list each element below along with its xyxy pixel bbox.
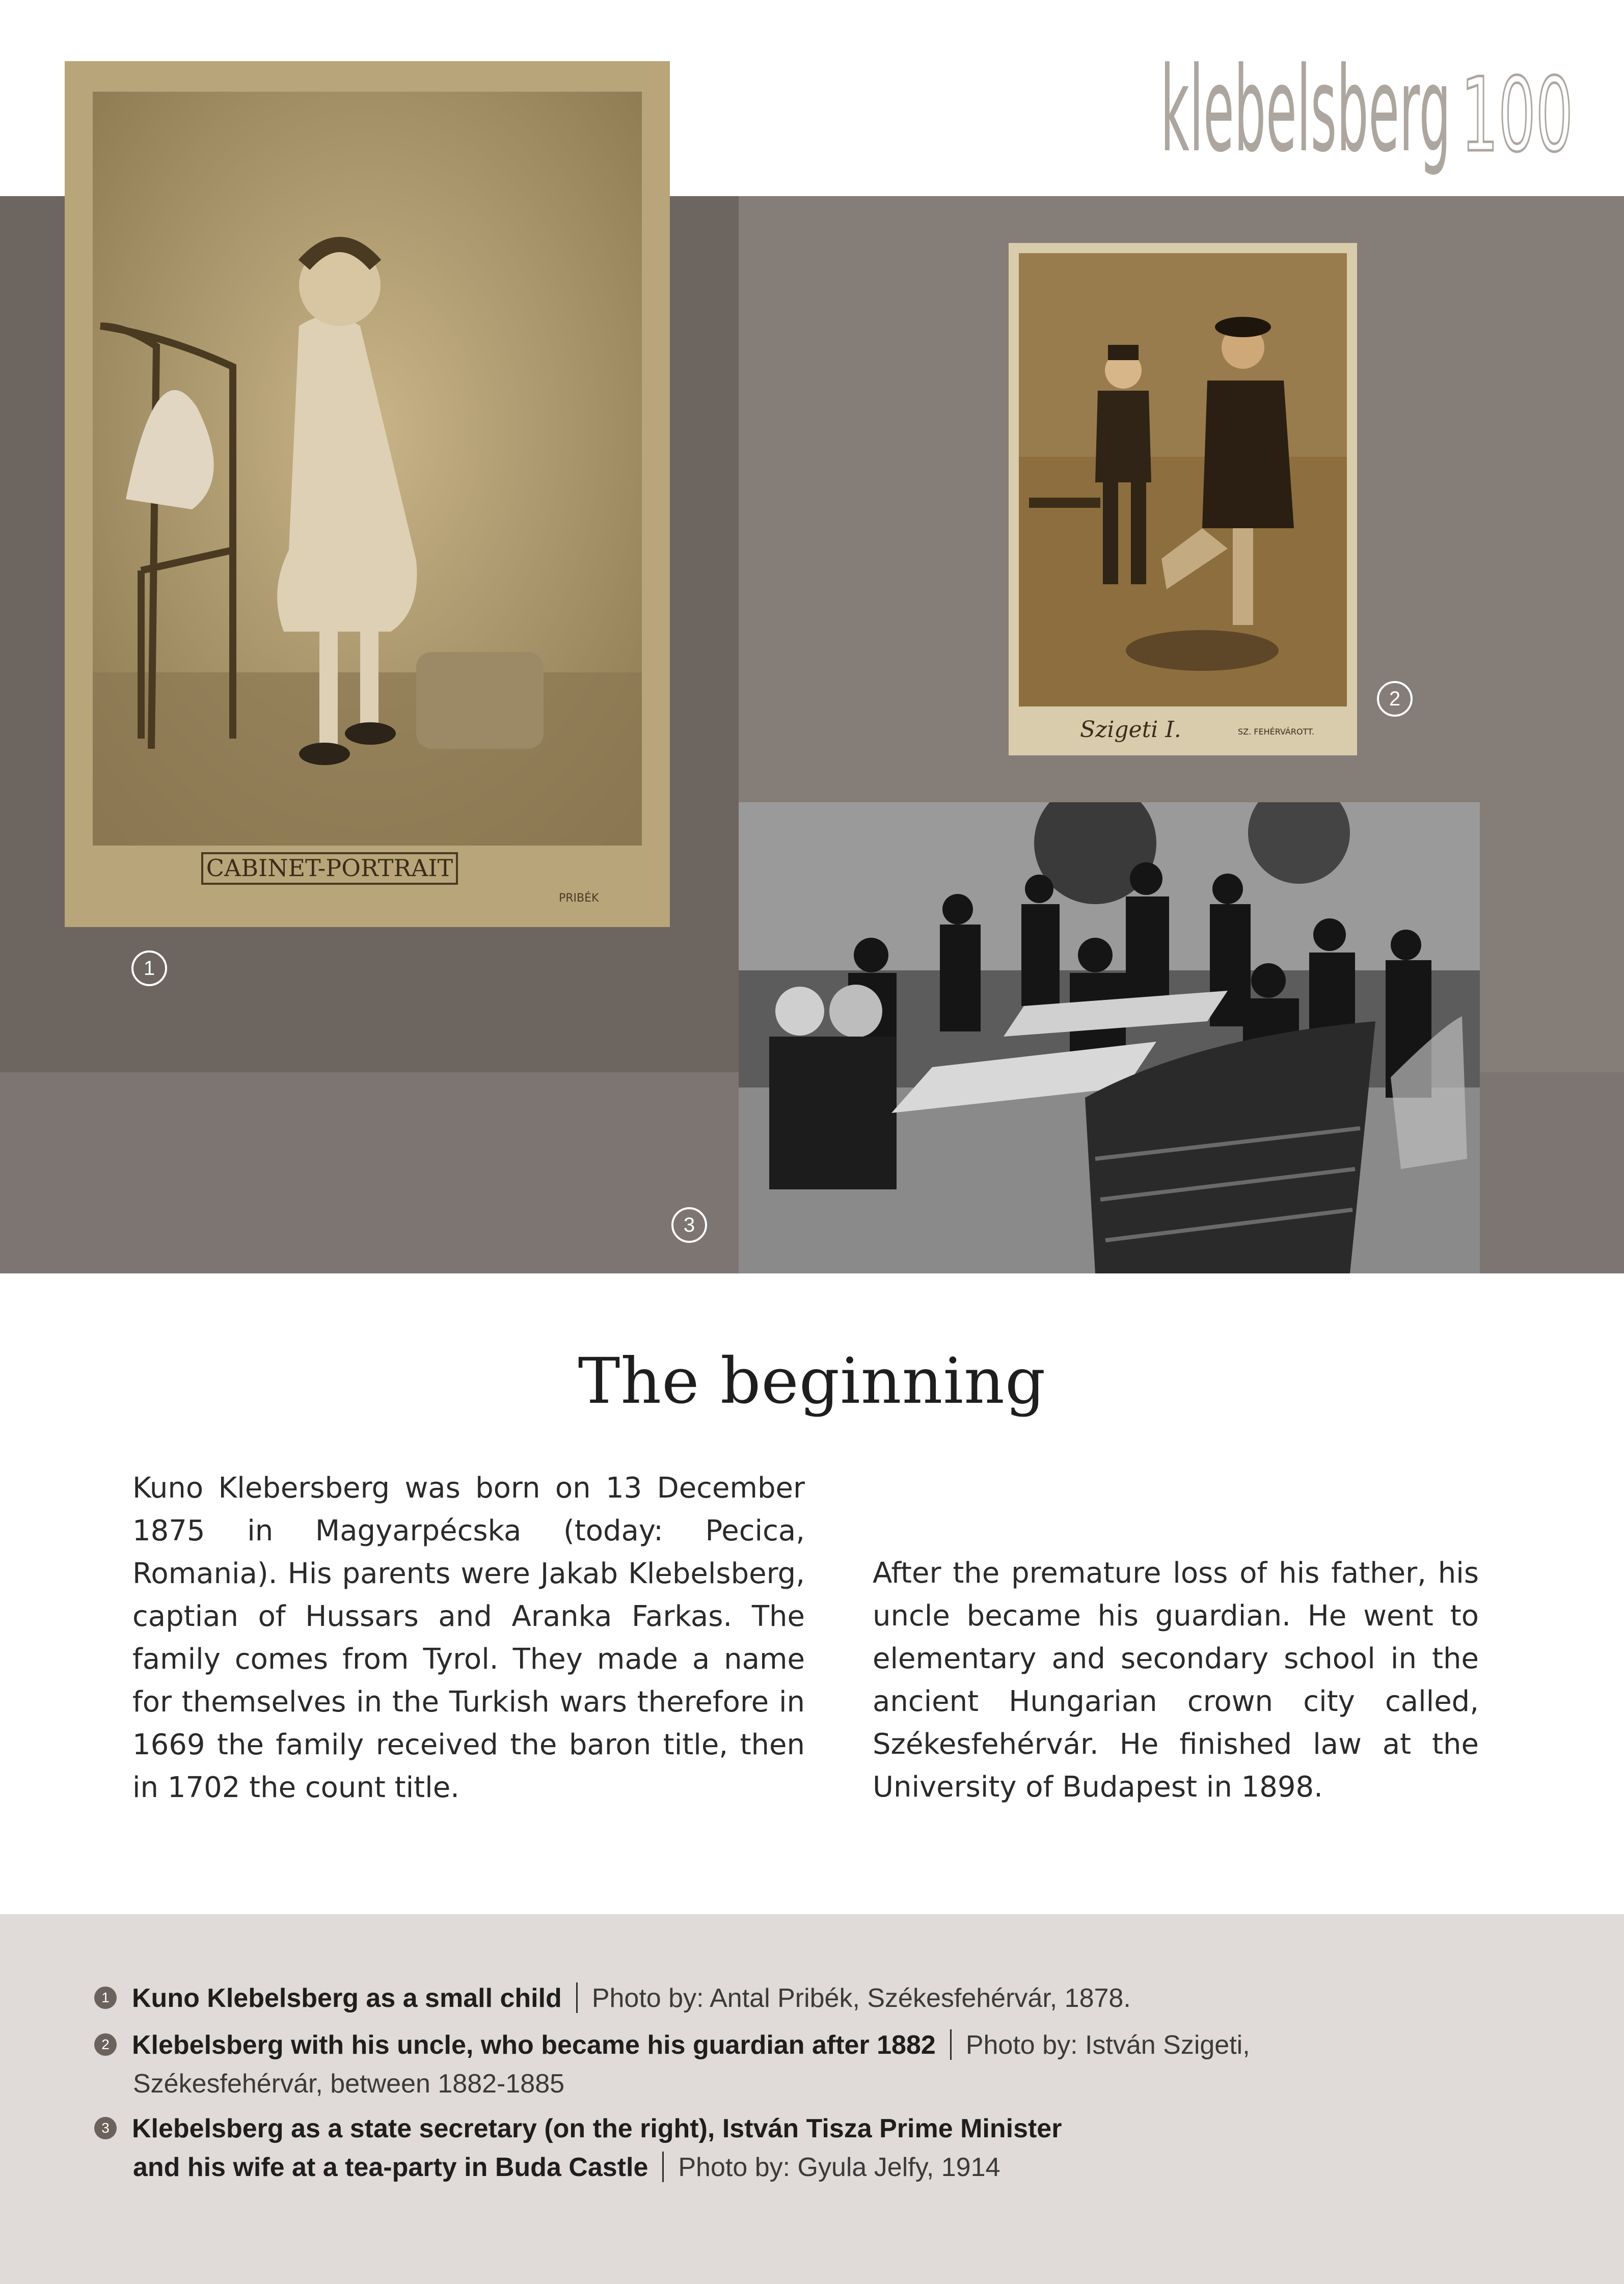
photo1-label: CABINET-PORTRAIT bbox=[206, 854, 453, 882]
caption-divider bbox=[662, 2152, 664, 2182]
caption-2 bbox=[94, 2026, 1470, 2103]
photo2-place: SZ. FEHÉRVÁROTT. bbox=[1238, 727, 1315, 737]
photo-tea-party bbox=[739, 802, 1480, 1273]
caption-1-title: Kuno Klebelsberg as a small child bbox=[132, 1983, 562, 2013]
photo-child-portrait bbox=[65, 61, 670, 927]
logo-number: 100 bbox=[1461, 56, 1573, 175]
caption-divider bbox=[950, 2029, 952, 2060]
caption-2-credit: Photo by: István Szigeti, bbox=[965, 2030, 1250, 2060]
logo-wordmark: klebelsberg bbox=[1160, 48, 1451, 178]
caption-divider bbox=[576, 1982, 578, 2013]
background-band-low bbox=[0, 1072, 739, 1273]
section-title: The beginning bbox=[578, 1345, 1046, 1418]
caption-3-title: Klebelsberg as a state secretary (on the right), István Tisza Prime Minister bbox=[132, 2114, 1062, 2143]
paragraph-left: Kuno Klebersberg was born on 13 December 1875 in Magyarpécska (today: Pecica, Romania). His parents were Jakab Klebelsberg, captian of Hussars and Aranka Farkas. The family comes from Tyrol. They made a name for themselves in the Turkish wars therefore in 1669 the family received the baron title, then in 1702 the count title. bbox=[132, 1472, 805, 1804]
caption-1 bbox=[94, 1979, 1470, 2018]
paragraph-right: After the premature loss of his father, his uncle became his guardian. He went to elementary and secondary school in the ancient Hungarian crown city called, Székesfehérvár. He finished law at the University of Budapest in 1898. bbox=[873, 1557, 1479, 1804]
caption-2-title: Klebelsberg with his uncle, who became his guardian after 1882 bbox=[132, 2030, 936, 2060]
caption-2-credit-line2: Székesfehérvár, between 1882-1885 bbox=[133, 2069, 565, 2099]
photo-number-1: 1 bbox=[131, 950, 167, 986]
caption-1-credit: Photo by: Antal Pribék, Székesfehérvár, 1878. bbox=[591, 1983, 1131, 2013]
photo-boy-with-uncle bbox=[1009, 243, 1357, 755]
caption-bullet-2: 2 bbox=[94, 2033, 117, 2056]
photo-number-3: 3 bbox=[671, 1207, 707, 1243]
caption-bullet-3: 3 bbox=[94, 2117, 117, 2139]
caption-bullet-1: 1 bbox=[94, 1987, 117, 2009]
background-band-right-low bbox=[1480, 1072, 1624, 1273]
photo-number-2: 2 bbox=[1377, 681, 1413, 717]
photo2-signature: Szigeti I. bbox=[1080, 717, 1181, 743]
klebelsberg-100-logo bbox=[1160, 48, 1578, 186]
caption-3-title-line2: and his wife at a tea-party in Buda Castle bbox=[133, 2153, 648, 2182]
caption-3 bbox=[94, 2109, 1470, 2187]
caption-3-credit: Photo by: Gyula Jelfy, 1914 bbox=[678, 2153, 1000, 2182]
photo1-studio: PRIBÉK bbox=[559, 892, 599, 905]
